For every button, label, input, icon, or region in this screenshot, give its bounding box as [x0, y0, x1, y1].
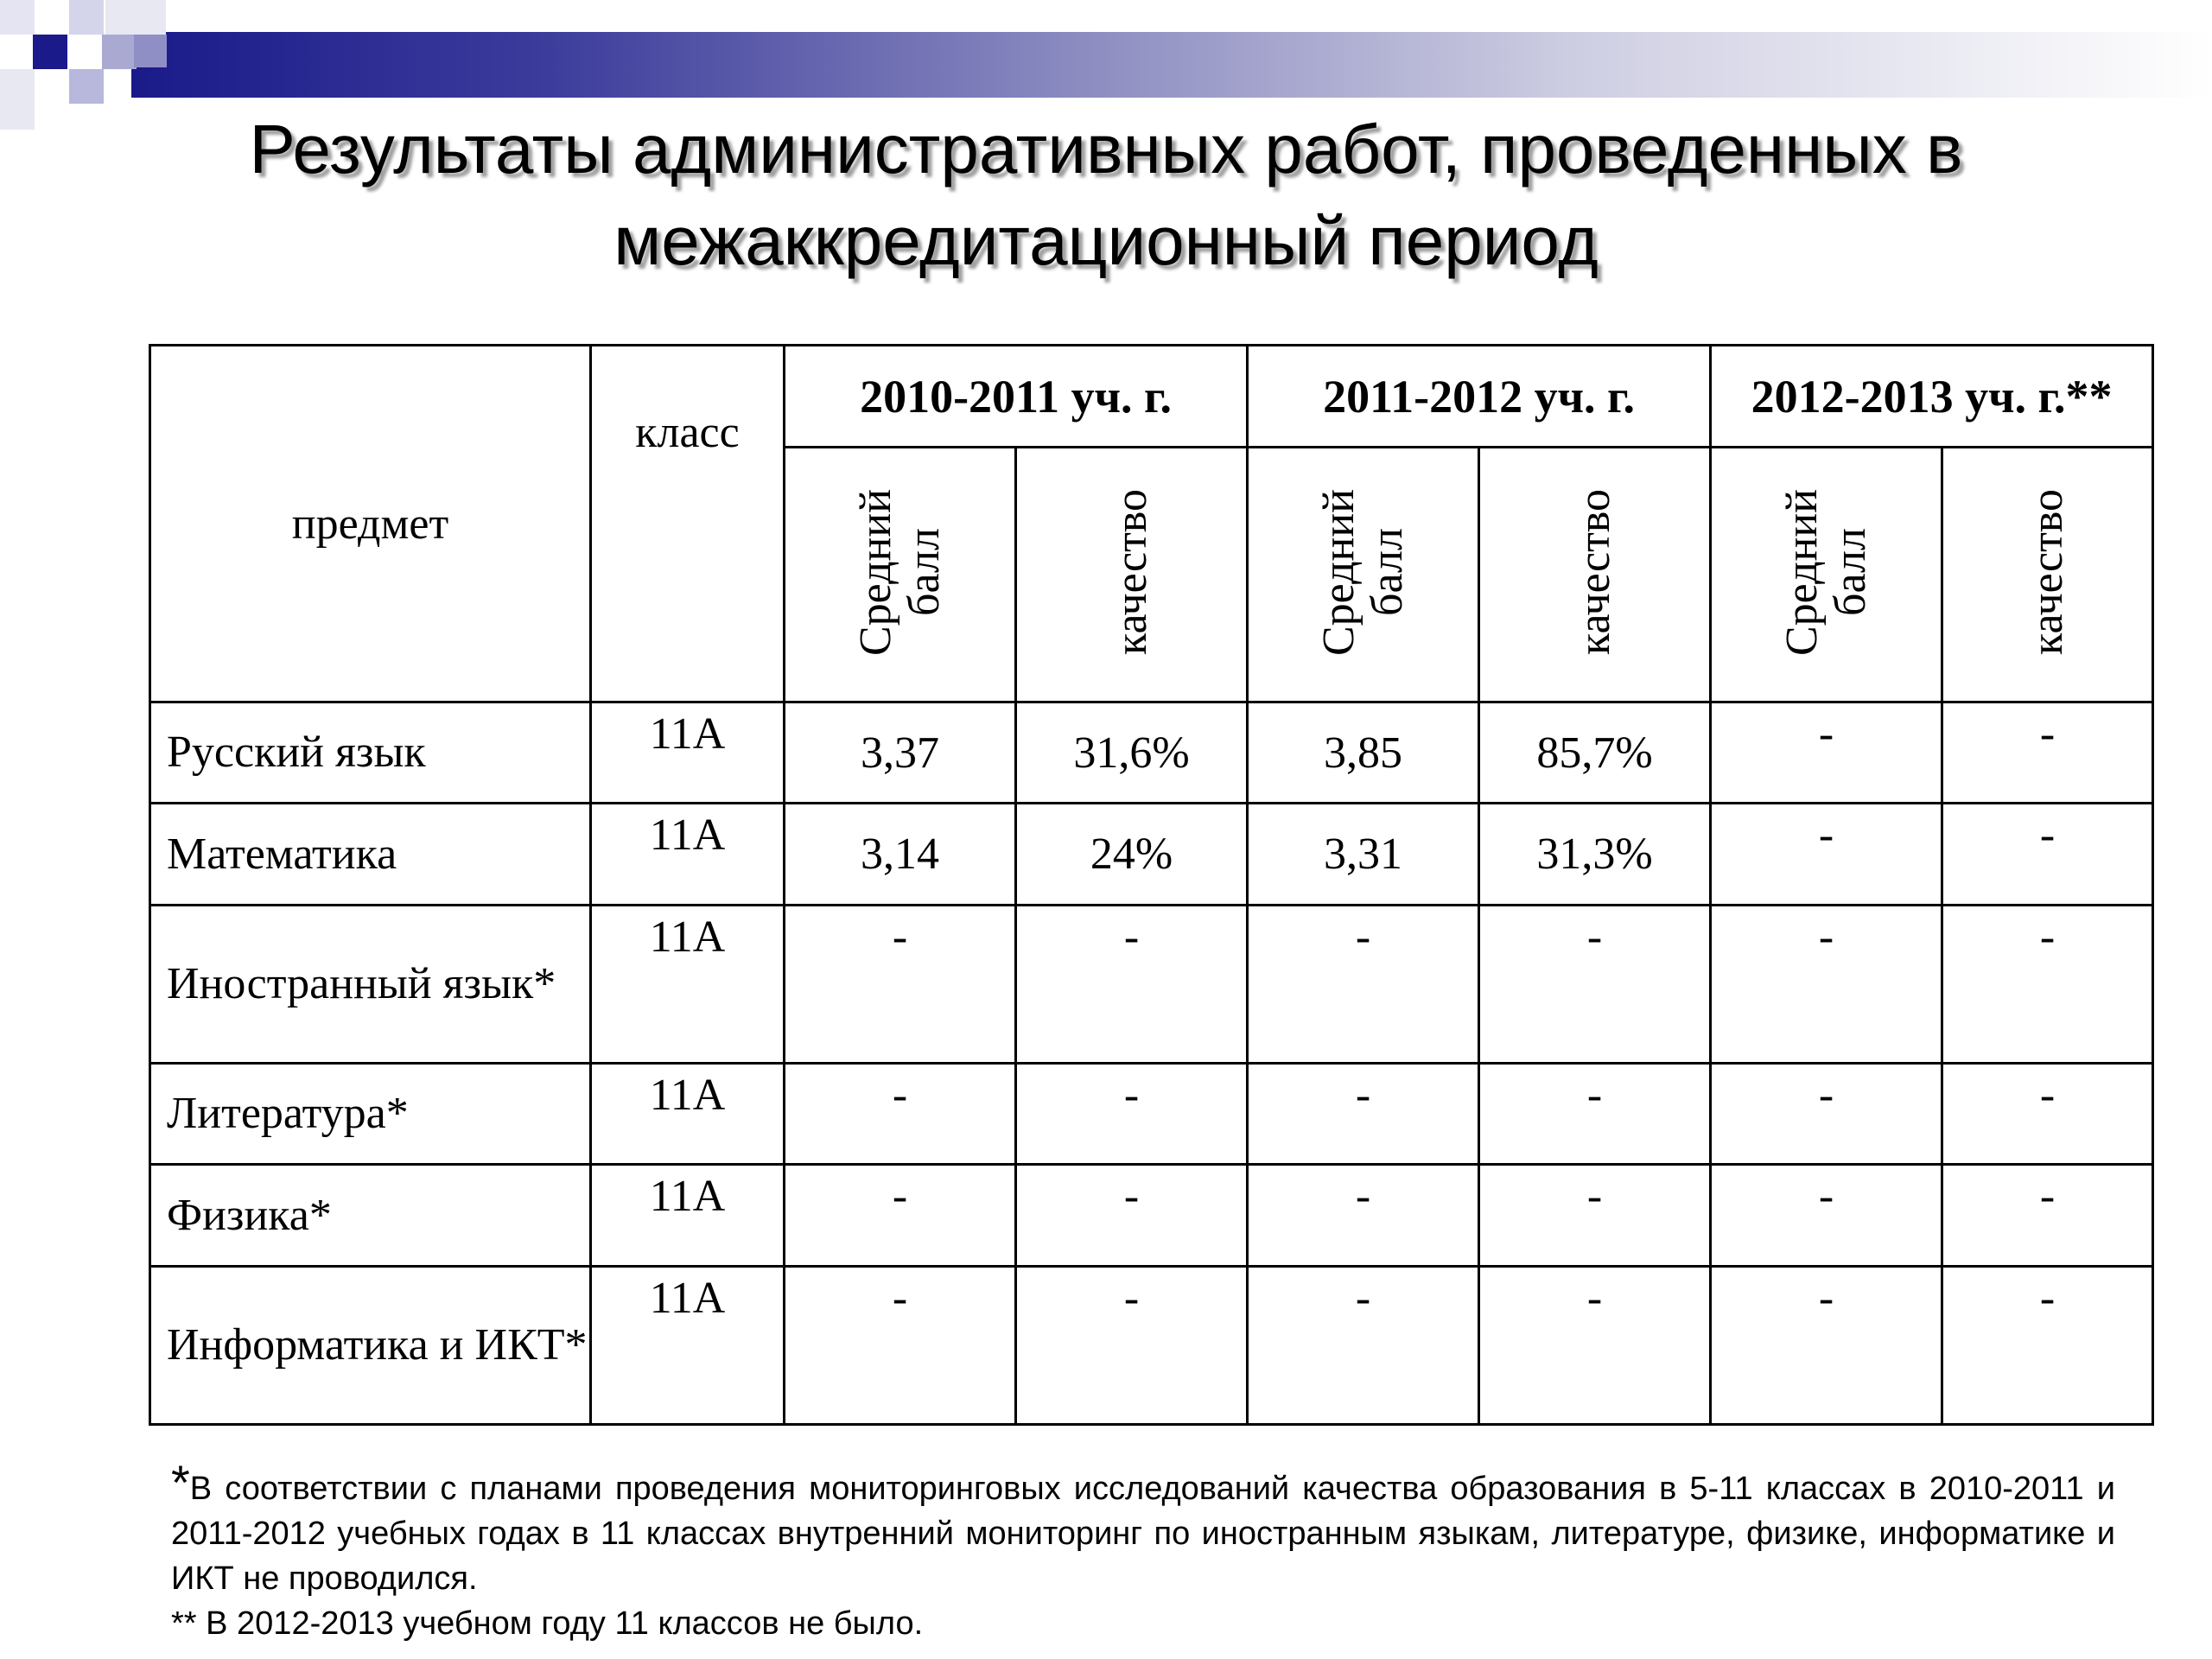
page-title [121, 104, 2091, 287]
value-cell: - [1479, 1165, 1711, 1267]
table-row [150, 1064, 2153, 1165]
value-cell: - [1711, 1267, 1942, 1425]
table-header-row [150, 346, 2153, 448]
value-cell: 31,6% [1016, 702, 1248, 804]
title-line-2: межаккредитационный период [613, 202, 1599, 279]
subject-cell: Физика* [150, 1165, 591, 1267]
class-cell: 11А [591, 906, 785, 1064]
quality-label: качество [1106, 489, 1156, 656]
value-cell: - [1248, 1165, 1479, 1267]
results-table [149, 344, 2154, 1426]
subject-cell: Русский язык [150, 702, 591, 804]
subject-column-header: предмет [150, 346, 591, 702]
decorative-square [105, 0, 166, 35]
value-cell: - [1016, 1165, 1248, 1267]
value-cell: - [1711, 1064, 1942, 1165]
year-header-2011-2012: 2011-2012 уч. г. [1248, 346, 1711, 448]
subject-cell: Литература* [150, 1064, 591, 1165]
footnote-2: ** В 2012-2013 учебном году 11 классов не было. [171, 1605, 924, 1642]
footnotes [171, 1455, 2115, 1646]
subject-cell: Информатика и ИКТ* [150, 1267, 591, 1425]
value-cell: - [1942, 1165, 2153, 1267]
value-cell: - [1942, 906, 2153, 1064]
decorative-square [33, 35, 67, 69]
title-line-1: Результаты административных работ, проведенных в [249, 111, 1963, 188]
avg-score-label: Средний балл [850, 488, 949, 657]
avg-score-header [1711, 448, 1942, 702]
avg-score-label: Средний балл [1777, 488, 1875, 657]
value-cell: - [1016, 1064, 1248, 1165]
value-cell: - [1942, 1064, 2153, 1165]
footnote-1 [171, 1455, 2115, 1601]
class-cell: 11А [591, 804, 785, 906]
class-column-header: класс [591, 346, 785, 702]
quality-header [1942, 448, 2153, 702]
value-cell: - [1942, 702, 2153, 804]
value-cell: - [785, 1267, 1016, 1425]
decorative-square [69, 69, 104, 104]
value-cell: - [1248, 1267, 1479, 1425]
year-header-2010-2011: 2010-2011 уч. г. [785, 346, 1248, 448]
footnote-star: * [171, 1455, 190, 1510]
class-cell: 11А [591, 1165, 785, 1267]
decorative-square [134, 35, 167, 67]
avg-score-label: Средний балл [1313, 488, 1412, 657]
value-cell: 24% [1016, 804, 1248, 906]
value-cell: - [1942, 804, 2153, 906]
table-row [150, 804, 2153, 906]
value-cell: 31,3% [1479, 804, 1711, 906]
avg-score-header [785, 448, 1016, 702]
table-row [150, 1267, 2153, 1425]
value-cell: - [1479, 906, 1711, 1064]
decorative-square [102, 35, 137, 69]
value-cell: - [1479, 1267, 1711, 1425]
value-cell: 3,14 [785, 804, 1016, 906]
decorative-square [0, 0, 35, 35]
class-cell: 11А [591, 1267, 785, 1425]
quality-header [1016, 448, 1248, 702]
value-cell: - [1248, 906, 1479, 1064]
avg-score-header [1248, 448, 1479, 702]
value-cell: - [1711, 906, 1942, 1064]
header-gradient-band [131, 32, 2212, 98]
value-cell: - [1942, 1267, 2153, 1425]
value-cell: - [1248, 1064, 1479, 1165]
value-cell: - [1711, 702, 1942, 804]
value-cell: - [1479, 1064, 1711, 1165]
class-cell: 11А [591, 702, 785, 804]
subject-cell: Иностранный язык* [150, 906, 591, 1064]
value-cell: - [785, 906, 1016, 1064]
decorative-square [0, 69, 35, 130]
class-cell: 11А [591, 1064, 785, 1165]
value-cell: - [1711, 804, 1942, 906]
table-row [150, 1165, 2153, 1267]
quality-header [1479, 448, 1711, 702]
decorative-square [69, 0, 104, 35]
value-cell: - [785, 1165, 1016, 1267]
quality-label: качество [2022, 489, 2072, 656]
value-cell: 3,37 [785, 702, 1016, 804]
value-cell: 3,85 [1248, 702, 1479, 804]
value-cell: - [1711, 1165, 1942, 1267]
year-header-2012-2013: 2012-2013 уч. г.** [1711, 346, 2153, 448]
table-row [150, 906, 2153, 1064]
footnote-1-text: В соответствии с планами проведения мониторинговых исследований качества образования в 5-11 классах в 2010-2011 и 2011-2012 учебных годах в 11 классах внутренний мониторинг по иностранным языкам, литературе, физике, информатике и ИКТ не проводился. [171, 1471, 2115, 1597]
value-cell: - [785, 1064, 1016, 1165]
quality-label: качество [1569, 489, 1619, 656]
value-cell: - [1016, 906, 1248, 1064]
table-row [150, 702, 2153, 804]
value-cell: 85,7% [1479, 702, 1711, 804]
value-cell: 3,31 [1248, 804, 1479, 906]
value-cell: - [1016, 1267, 1248, 1425]
subject-cell: Математика [150, 804, 591, 906]
